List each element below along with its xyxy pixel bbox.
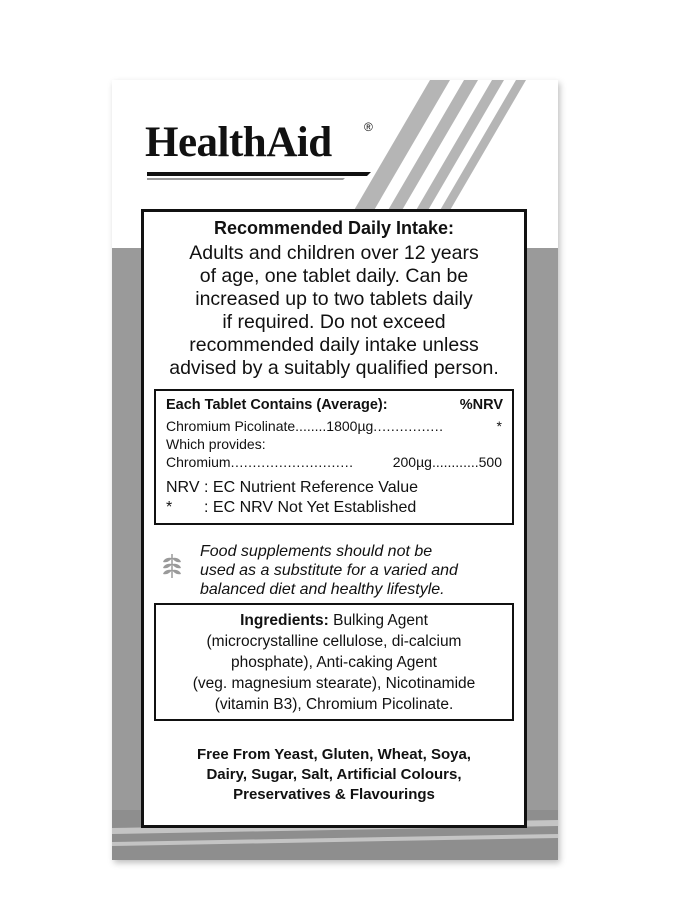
row-name: Chromium: [166, 454, 231, 470]
footnote-key: *: [166, 499, 173, 516]
logo-swoosh-icon: [145, 170, 375, 182]
row-nrv: *: [496, 418, 502, 434]
brand-logo: [145, 118, 385, 184]
brand-name: HealthAid: [145, 119, 332, 166]
supplement-notice: [160, 542, 510, 612]
registered-mark: ®: [364, 120, 373, 134]
footnote: [166, 499, 416, 517]
ingredients-first-line: [156, 610, 512, 631]
notice-text: Food supplements should not be used as a substitute for a varied and balanced diet and healthy lifestyle.: [200, 543, 458, 598]
free-from-text: Free From Yeast, Gluten, Wheat, Soya, Dairy, Sugar, Salt, Artificial Colours, Preservatives & Flavourings: [197, 746, 471, 803]
composition-row: [166, 436, 502, 452]
row-leader: ............................: [230, 454, 354, 470]
ingredients-box: [154, 603, 514, 721]
footnote-text: : EC NRV Not Yet Established: [204, 499, 417, 516]
rdi-body: Adults and children over 12 years of age, one tablet daily. Can be increased up to two tablets daily if required. Do not exceed recommended daily intake unless advised by a suitably qualified person.: [169, 242, 499, 379]
row-amount: 200µg: [392, 454, 432, 470]
ingredients-first-text: Bulking Agent: [328, 612, 428, 629]
footnote-key: NRV: [166, 479, 200, 496]
ingredients-label: Ingredients:: [240, 612, 329, 629]
row-leader: ............: [431, 454, 479, 470]
row-name: Chromium Picolinate: [166, 418, 296, 434]
footnote-text: : EC Nutrient Reference Value: [204, 479, 419, 496]
info-panel: [141, 209, 527, 828]
composition-row: [166, 454, 502, 470]
rdi-title: Recommended Daily Intake:: [213, 218, 455, 238]
product-label: [112, 80, 558, 860]
ingredients-text: (microcrystalline cellulose, di-calcium phosphate), Anti-caking Agent (veg. magnesium stearate), Nicotinamide (vitamin B3), Chromium Picolinate.: [192, 633, 476, 713]
row-leader: ................: [373, 418, 444, 434]
wheat-leaf-icon: [160, 552, 184, 580]
composition-header: Each Tablet Contains (Average):: [166, 397, 388, 413]
nrv-header: %NRV: [459, 397, 503, 413]
row-name: Which provides:: [166, 436, 266, 452]
row-leader: ........: [295, 418, 327, 434]
composition-table: [154, 389, 514, 525]
footnote: [166, 479, 418, 497]
row-nrv: 500: [478, 454, 502, 470]
composition-row: [166, 418, 502, 434]
row-amount: 1800µg: [326, 418, 374, 434]
